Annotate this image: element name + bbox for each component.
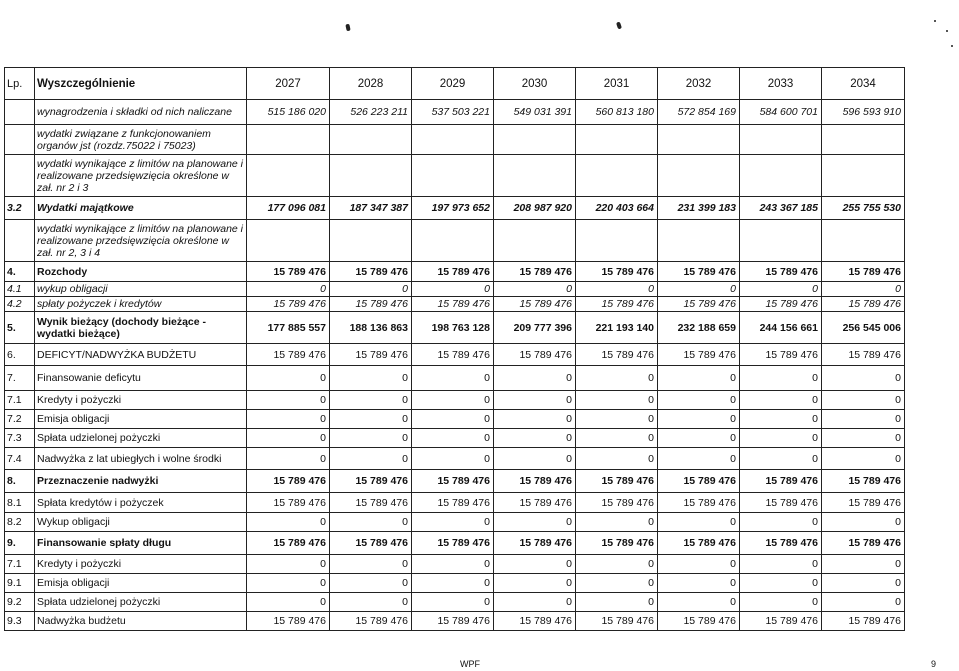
row-value: 0: [740, 513, 822, 532]
row-value: 0: [822, 593, 905, 612]
row-value: 0: [576, 282, 658, 297]
row-value: 15 789 476: [822, 262, 905, 282]
row-value: 232 188 659: [658, 312, 740, 344]
header-year: 2030: [494, 68, 576, 100]
row-value: 0: [412, 513, 494, 532]
table-row: [5, 155, 905, 197]
row-value: 0: [740, 282, 822, 297]
row-value: 0: [658, 410, 740, 429]
row-value: 0: [330, 448, 412, 470]
row-value: 0: [740, 410, 822, 429]
row-value: 0: [576, 593, 658, 612]
row-label: wykup obligacji: [35, 282, 247, 297]
row-value: 596 593 910: [822, 100, 905, 125]
table-row: [5, 100, 905, 125]
row-value: 255 755 530: [822, 197, 905, 220]
row-value: 15 789 476: [494, 470, 576, 493]
row-value: 15 789 476: [330, 493, 412, 513]
row-value: 0: [494, 513, 576, 532]
row-value: 15 789 476: [658, 532, 740, 555]
row-lp: [5, 100, 35, 125]
header-year: 2028: [330, 68, 412, 100]
row-value: 15 789 476: [658, 470, 740, 493]
row-value: 15 789 476: [247, 470, 330, 493]
row-value: 15 789 476: [412, 493, 494, 513]
row-lp: 6.: [5, 344, 35, 366]
row-value: 0: [740, 593, 822, 612]
row-value: 0: [740, 391, 822, 410]
table-row: [5, 410, 905, 429]
row-lp: 4.1: [5, 282, 35, 297]
row-label: Emisja obligacji: [35, 574, 247, 593]
row-lp: [5, 155, 35, 197]
table-row: [5, 297, 905, 312]
row-value: 0: [494, 448, 576, 470]
row-value: [576, 220, 658, 262]
row-value: [412, 220, 494, 262]
row-value: 15 789 476: [576, 493, 658, 513]
row-value: 188 136 863: [330, 312, 412, 344]
row-value: 0: [740, 574, 822, 593]
table-row: [5, 513, 905, 532]
header-year: 2031: [576, 68, 658, 100]
table-row: [5, 262, 905, 282]
row-value: 0: [740, 429, 822, 448]
row-value: 0: [247, 391, 330, 410]
row-value: 0: [494, 282, 576, 297]
header-year: 2027: [247, 68, 330, 100]
row-value: 0: [576, 448, 658, 470]
table-row: [5, 366, 905, 391]
row-value: 15 789 476: [247, 532, 330, 555]
row-value: [740, 155, 822, 197]
row-value: 0: [658, 593, 740, 612]
row-label: Emisja obligacji: [35, 410, 247, 429]
row-value: 0: [740, 555, 822, 574]
row-lp: 8.2: [5, 513, 35, 532]
row-value: 15 789 476: [658, 262, 740, 282]
row-value: 231 399 183: [658, 197, 740, 220]
table-row: [5, 220, 905, 262]
row-value: 15 789 476: [658, 344, 740, 366]
row-value: [822, 155, 905, 197]
row-value: 0: [412, 555, 494, 574]
header-lp: Lp.: [5, 68, 35, 100]
row-value: 15 789 476: [576, 532, 658, 555]
row-label: wydatki wynikające z limitów na planowane i realizowane przedsięwzięcia określone w zał. nr 2 i 3: [35, 155, 247, 197]
row-label: Nadwyżka budżetu: [35, 612, 247, 631]
row-value: 0: [494, 366, 576, 391]
page-number: 9: [931, 659, 937, 669]
row-value: 537 503 221: [412, 100, 494, 125]
row-value: 15 789 476: [330, 297, 412, 312]
row-lp: 8.: [5, 470, 35, 493]
row-value: 0: [247, 593, 330, 612]
row-value: 0: [494, 429, 576, 448]
row-value: 0: [412, 391, 494, 410]
row-value: 0: [576, 410, 658, 429]
row-value: 0: [330, 574, 412, 593]
row-value: [330, 125, 412, 155]
row-value: 15 789 476: [576, 344, 658, 366]
row-value: 15 789 476: [740, 493, 822, 513]
row-value: 15 789 476: [822, 344, 905, 366]
row-label: Finansowanie spłaty długu: [35, 532, 247, 555]
row-value: [494, 155, 576, 197]
row-value: 15 789 476: [494, 344, 576, 366]
row-value: 0: [658, 282, 740, 297]
row-value: 15 789 476: [412, 297, 494, 312]
row-lp: 9.2: [5, 593, 35, 612]
row-value: 0: [822, 555, 905, 574]
row-value: [330, 155, 412, 197]
row-value: 0: [576, 513, 658, 532]
row-label: Rozchody: [35, 262, 247, 282]
table-row: [5, 593, 905, 612]
row-value: [822, 220, 905, 262]
row-value: 0: [822, 574, 905, 593]
row-lp: [5, 220, 35, 262]
row-value: 187 347 387: [330, 197, 412, 220]
scan-speck: [934, 20, 936, 22]
scan-mark: [616, 22, 622, 30]
row-value: [247, 220, 330, 262]
row-value: 0: [822, 513, 905, 532]
row-value: 0: [247, 366, 330, 391]
table-row: [5, 612, 905, 631]
row-label: Spłata kredytów i pożyczek: [35, 493, 247, 513]
row-value: 15 789 476: [330, 262, 412, 282]
row-value: 0: [576, 429, 658, 448]
row-value: 221 193 140: [576, 312, 658, 344]
row-value: 15 789 476: [576, 262, 658, 282]
scan-mark: [345, 24, 350, 32]
table-row: [5, 574, 905, 593]
row-value: 0: [247, 574, 330, 593]
row-value: 0: [330, 429, 412, 448]
row-label: Wydatki majątkowe: [35, 197, 247, 220]
row-value: 15 789 476: [822, 493, 905, 513]
row-value: 256 545 006: [822, 312, 905, 344]
row-lp: 7.2: [5, 410, 35, 429]
row-value: 15 789 476: [494, 612, 576, 631]
row-value: 15 789 476: [658, 612, 740, 631]
row-value: 0: [247, 429, 330, 448]
row-value: 15 789 476: [658, 493, 740, 513]
row-value: 0: [330, 513, 412, 532]
row-lp: 8.1: [5, 493, 35, 513]
row-lp: 7.3: [5, 429, 35, 448]
row-value: 15 789 476: [412, 470, 494, 493]
row-label: wydatki wynikające z limitów na planowane i realizowane przedsięwzięcia określone w zał. nr 2, 3 i 4: [35, 220, 247, 262]
row-value: 15 789 476: [330, 612, 412, 631]
scan-speck: [951, 45, 953, 47]
row-label: wynagrodzenia i składki od nich naliczane: [35, 100, 247, 125]
row-value: 0: [494, 593, 576, 612]
row-label: DEFICYT/NADWYŻKA BUDŻETU: [35, 344, 247, 366]
row-value: 15 789 476: [247, 262, 330, 282]
row-value: 198 763 128: [412, 312, 494, 344]
row-value: 0: [412, 593, 494, 612]
header-year: 2029: [412, 68, 494, 100]
table-row: [5, 391, 905, 410]
row-lp: [5, 125, 35, 155]
row-value: 0: [740, 366, 822, 391]
table-row: [5, 493, 905, 513]
row-value: 0: [412, 429, 494, 448]
row-value: 15 789 476: [576, 470, 658, 493]
row-value: 15 789 476: [330, 532, 412, 555]
row-label: Wynik bieżący (dochody bieżące - wydatki bieżące): [35, 312, 247, 344]
row-value: 0: [658, 513, 740, 532]
row-label: wydatki związane z funkcjonowaniem organów jst (rozdz.75022 i 75023): [35, 125, 247, 155]
row-value: [247, 155, 330, 197]
row-value: 15 789 476: [740, 297, 822, 312]
table-row: [5, 282, 905, 297]
row-value: 0: [576, 391, 658, 410]
table-row: [5, 555, 905, 574]
row-value: 0: [494, 391, 576, 410]
row-value: 560 813 180: [576, 100, 658, 125]
row-value: [822, 125, 905, 155]
row-value: 0: [576, 555, 658, 574]
row-value: 0: [822, 429, 905, 448]
budget-table: [4, 67, 905, 631]
row-value: [494, 220, 576, 262]
row-label: Przeznaczenie nadwyżki: [35, 470, 247, 493]
row-value: [658, 220, 740, 262]
row-value: 15 789 476: [494, 532, 576, 555]
row-value: 0: [576, 366, 658, 391]
row-value: [576, 155, 658, 197]
row-value: 0: [330, 410, 412, 429]
row-value: 0: [658, 429, 740, 448]
row-value: 0: [330, 366, 412, 391]
row-label: Spłata udzielonej pożyczki: [35, 593, 247, 612]
row-value: 177 096 081: [247, 197, 330, 220]
row-label: spłaty pożyczek i kredytów: [35, 297, 247, 312]
row-lp: 7.4: [5, 448, 35, 470]
row-value: 0: [494, 555, 576, 574]
table-row: [5, 344, 905, 366]
row-value: [330, 220, 412, 262]
row-value: 0: [412, 574, 494, 593]
row-value: 0: [822, 366, 905, 391]
row-lp: 4.2: [5, 297, 35, 312]
row-value: 549 031 391: [494, 100, 576, 125]
table-row: [5, 429, 905, 448]
row-value: 0: [412, 448, 494, 470]
row-value: [412, 125, 494, 155]
table-row: [5, 312, 905, 344]
row-value: 15 789 476: [576, 297, 658, 312]
row-value: 15 789 476: [740, 470, 822, 493]
row-value: 177 885 557: [247, 312, 330, 344]
row-value: [658, 155, 740, 197]
row-value: 15 789 476: [330, 470, 412, 493]
table-row: [5, 532, 905, 555]
row-value: [494, 125, 576, 155]
footer-label: WPF: [460, 659, 480, 669]
header-year: 2034: [822, 68, 905, 100]
row-value: 0: [330, 593, 412, 612]
row-value: 584 600 701: [740, 100, 822, 125]
row-value: 15 789 476: [822, 470, 905, 493]
row-value: [247, 125, 330, 155]
row-value: 15 789 476: [740, 612, 822, 631]
row-value: 15 789 476: [740, 532, 822, 555]
row-value: 220 403 664: [576, 197, 658, 220]
row-value: 208 987 920: [494, 197, 576, 220]
row-value: 0: [330, 555, 412, 574]
row-value: 0: [658, 366, 740, 391]
row-label: Nadwyżka z lat ubiegłych i wolne środki: [35, 448, 247, 470]
scan-speck: [946, 30, 948, 32]
row-lp: 9.1: [5, 574, 35, 593]
row-value: 15 789 476: [247, 493, 330, 513]
row-value: 0: [494, 410, 576, 429]
row-value: 15 789 476: [494, 493, 576, 513]
row-value: 0: [330, 282, 412, 297]
row-value: 15 789 476: [822, 297, 905, 312]
row-value: 0: [658, 391, 740, 410]
row-value: 15 789 476: [658, 297, 740, 312]
row-value: 0: [247, 410, 330, 429]
row-value: 526 223 211: [330, 100, 412, 125]
row-value: 15 789 476: [822, 532, 905, 555]
row-value: 15 789 476: [740, 262, 822, 282]
row-value: 0: [494, 574, 576, 593]
row-lp: 5.: [5, 312, 35, 344]
row-value: 209 777 396: [494, 312, 576, 344]
row-label: Spłata udzielonej pożyczki: [35, 429, 247, 448]
row-value: 0: [576, 574, 658, 593]
row-label: Kredyty i pożyczki: [35, 391, 247, 410]
row-value: 15 789 476: [412, 344, 494, 366]
row-value: 0: [330, 391, 412, 410]
row-lp: 4.: [5, 262, 35, 282]
row-value: 15 789 476: [576, 612, 658, 631]
table-row: [5, 125, 905, 155]
row-value: 15 789 476: [412, 262, 494, 282]
header-year: 2033: [740, 68, 822, 100]
row-value: 0: [247, 282, 330, 297]
row-label: Wykup obligacji: [35, 513, 247, 532]
row-value: [412, 155, 494, 197]
row-value: 0: [658, 555, 740, 574]
row-value: 15 789 476: [247, 612, 330, 631]
row-lp: 7.1: [5, 555, 35, 574]
row-value: 0: [740, 448, 822, 470]
row-value: 244 156 661: [740, 312, 822, 344]
row-value: 243 367 185: [740, 197, 822, 220]
table-header-row: [5, 68, 905, 100]
row-value: 15 789 476: [740, 344, 822, 366]
row-value: 15 789 476: [330, 344, 412, 366]
row-value: 0: [247, 555, 330, 574]
row-value: 15 789 476: [494, 297, 576, 312]
table-row: [5, 197, 905, 220]
row-value: 0: [822, 448, 905, 470]
row-lp: 9.3: [5, 612, 35, 631]
row-value: 0: [412, 282, 494, 297]
row-value: 15 789 476: [412, 612, 494, 631]
row-value: 572 854 169: [658, 100, 740, 125]
row-lp: 7.: [5, 366, 35, 391]
header-year: 2032: [658, 68, 740, 100]
row-value: 0: [822, 391, 905, 410]
row-value: [740, 125, 822, 155]
row-lp: 9.: [5, 532, 35, 555]
row-value: 0: [247, 448, 330, 470]
row-value: 15 789 476: [247, 344, 330, 366]
row-value: 0: [658, 448, 740, 470]
row-lp: 7.1: [5, 391, 35, 410]
row-value: [740, 220, 822, 262]
row-value: 0: [658, 574, 740, 593]
header-description: Wyszczególnienie: [35, 68, 247, 100]
row-value: [576, 125, 658, 155]
row-value: 197 973 652: [412, 197, 494, 220]
row-value: 0: [822, 282, 905, 297]
row-value: 15 789 476: [822, 612, 905, 631]
table-row: [5, 470, 905, 493]
row-label: Kredyty i pożyczki: [35, 555, 247, 574]
row-value: 15 789 476: [494, 262, 576, 282]
row-value: [658, 125, 740, 155]
row-value: 0: [822, 410, 905, 429]
row-value: 0: [412, 366, 494, 391]
row-lp: 3.2: [5, 197, 35, 220]
table-row: [5, 448, 905, 470]
row-value: 15 789 476: [412, 532, 494, 555]
row-value: 0: [412, 410, 494, 429]
row-value: 515 186 020: [247, 100, 330, 125]
row-value: 0: [247, 513, 330, 532]
row-label: Finansowanie deficytu: [35, 366, 247, 391]
row-value: 15 789 476: [247, 297, 330, 312]
